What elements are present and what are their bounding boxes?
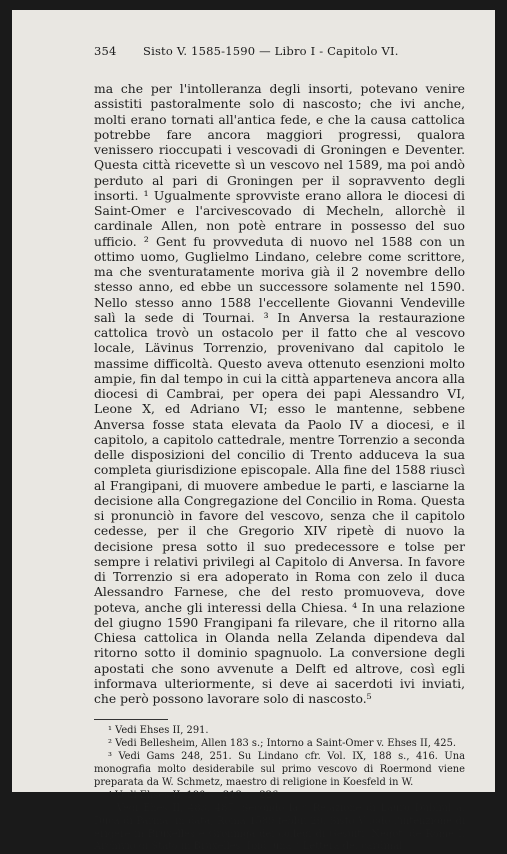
footnote-2: ² Vedi Bellesheim, Allen 183 s.; Intorno a Saint-Omer v. Ehses II, 425. <box>108 738 457 750</box>
running-title: Sisto V. 1585-1590 — Libro I - Capitolo VI. <box>142 44 399 58</box>
footnote-4: ⁴ Vedi Ehses II, 190 s., 213 s., 226. <box>108 789 282 801</box>
page-number: 354 <box>94 44 117 58</box>
book-page <box>12 10 495 853</box>
footnote-1: ¹ Vedi Ehses II, 291. <box>108 725 209 737</box>
footnote-3: ³ Vedi Gams 248, 251. Su Lindano cfr. Vol. IX, 188 s., 416. Una monografia molto desiderabile sul primo vescovo di Roermond viene preparata da W. Schmetz, maestro di religione in Koesfeld in W. <box>94 751 465 788</box>
footnote-5: ⁵ Vedi Ehes II, 483, 487. Secondo la * Relazione di Lauro Dubliul al Duca di Parma, in data, Roma 1589 febbr. 29, Sisto V lodò l'intenzione di erigere in Bruxelles e Groninga dei collegi di Gesuiti. Negot. de Rome I. Archivio di Stato in Bruxelles. Ibid. una * Lettera del cardinal <box>94 802 465 853</box>
running-head <box>94 44 465 58</box>
main-paragraph: ma che per l'intolleranza degli insorti, potevano venire assistiti pastoralmente solo di nascosto; che ivi anche, molti erano tornati all'antica fede, e che la causa cattolica potrebbe fare ancora maggiori progressi, qualora venissero rioccupati i vescovadi di Groningen e Deventer. Questa città ricevette sì un vescovo nel 1589, ma poi andò perduto al pari di Groningen per il sopravvento degli insorti. ¹ Ugualmente sprovviste erano allora le diocesi di Saint-Omer e l'arcivescovado di Mecheln, allorchè il cardinale Allen, non potè entrare in possesso del suo ufficio. ² Gent fu provveduta di nuovo nel 1588 con un ottimo uomo, Guglielmo Lindano, celebre come scrittore, ma che sventuratamente moriva già il 2 novembre dello stesso anno, ed ebbe un successore solamente nel 1590. Nello stesso anno 1588 l'eccellente Giovanni Vendeville salì la sede di Tournai. ³ In Anversa la restaurazione cattolica trovò un ostacolo per il fatto che al vescovo locale, Lävinus Torrenzio, provenivano dal capitolo le massime difficoltà. Questo aveva ottenuto esenzioni molto ampie, fin dal tempo in cui la città apparteneva ancora alla diocesi di Cambrai, per opera dei papi Alessandro VI, Leone X, ed Adriano VI; esso le mantenne, sebbene Anversa fosse stata elevata da Paolo IV a diocesi, e il capitolo, a capitolo cattedrale, mentre Torrenzio a seconda delle disposizioni del concilio di Trento adduceva la sua completa giurisdizione episcopale. Alla fine del 1588 riuscì al Frangipani, di muovere ambedue le parti, e lasciarne la decisione alla Congregazione del Concilio in Roma. Questa si pronunciò in favore del vescovo, senza che il capitolo cedesse, per il che Gregorio XIV ripetè di nuovo la decisione presa sotto il suo predecessore e tolse per sempre i relativi privilegi al Capitolo di Anversa. In favore di Torrenzio si era adoperato in Roma con zelo il duca Alessandro Farnese, che del resto promuoveva, dove poteva, anche gli interessi della Chiesa. ⁴ In una relazione del giugno 1590 Frangipani fa rilevare, che il ritorno alla Chiesa cattolica in Olanda nella Zelanda dipendeva dal ritorno sotto il dominio spagnuolo. La conversione degli apostati che sono avvenute a Delft ed altrove, così egli informava ulteriormente, si deve ai sacerdoti ivi inviati, che però possono lavorare solo di nascosto.⁵ <box>94 82 465 706</box>
footnotes <box>94 725 465 854</box>
footnote-divider <box>94 719 168 720</box>
